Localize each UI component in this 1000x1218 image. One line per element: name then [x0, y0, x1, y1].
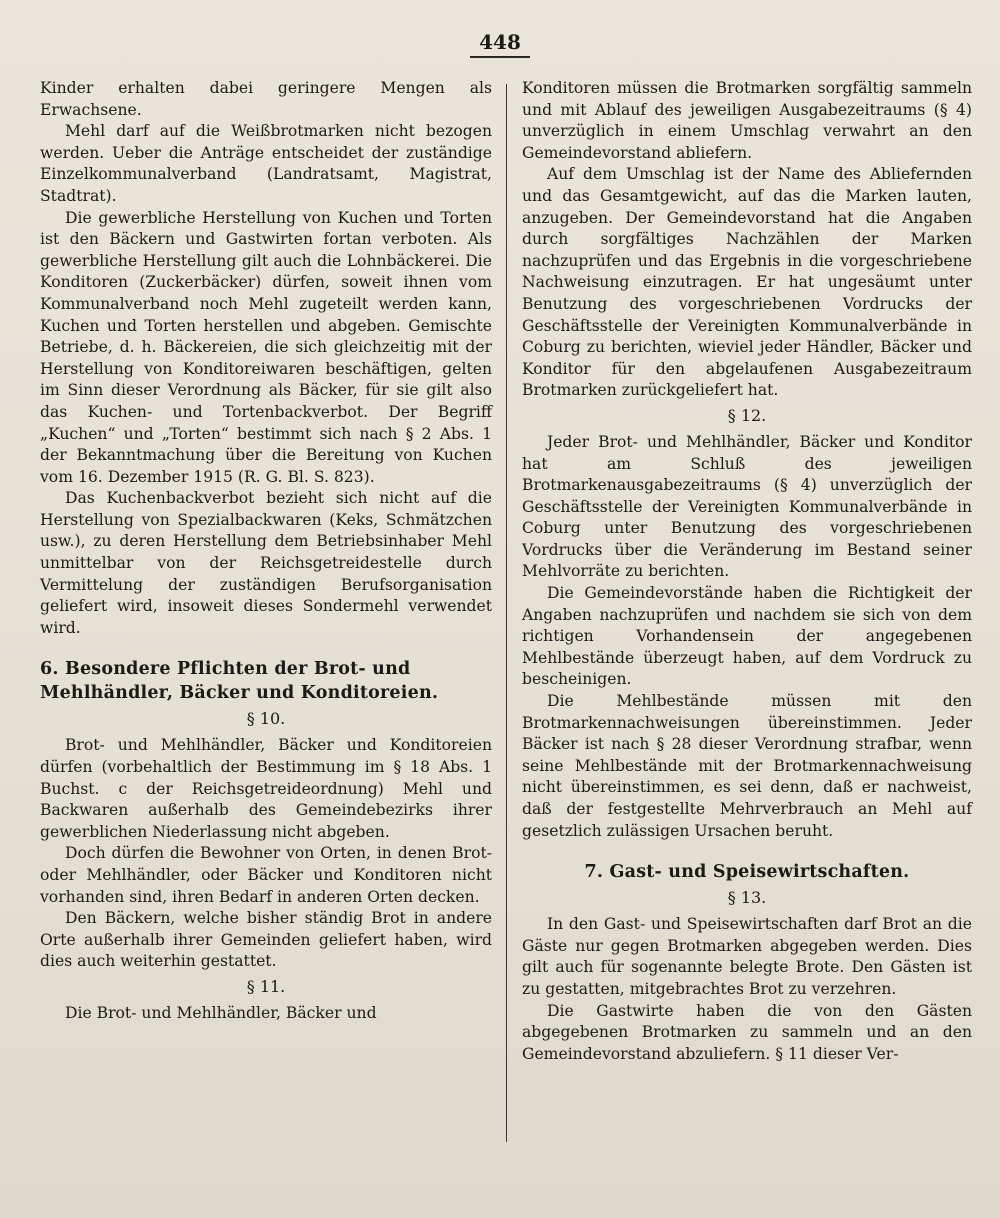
paragraph: Das Kuchenbackverbot bezieht sich nicht auf die Herstellung von Spezialbackwaren (Keks, Schmätzchen usw.), zu deren Herstellung dem Betriebsinhaber Mehl unmittelbar von der Reichsgetreidestelle durch Vermittelung der zuständigen Berufsorganisation geliefert wird, insoweit dieses Sondermehl verwendet wird. — [40, 489, 492, 637]
paragraph: Jeder Brot- und Mehlhändler, Bäcker und Konditor hat am Schluß des jeweiligen Brotmarkenausgabezeitraums (§ 4) unverzüglich der Geschäftsstelle der Vereinigten Kommunalverbände in Coburg unter Benutzung des vorgeschriebenen Vordrucks über die Veränderung im Bestand seiner Mehlvorräte zu berichten. — [522, 432, 972, 581]
column-divider — [506, 84, 507, 1142]
right-column — [522, 78, 972, 1065]
paragraph-number: § 11. — [246, 976, 286, 996]
paragraph: Auf dem Umschlag ist der Name des Abliefernden und das Gesamtgewicht, auf das die Marken lauten, anzugeben. Der Gemeindevorstand hat die Angaben durch sorgfältiges Nachzählen der Marken nachzuprüfen und das Ergebnis in die vorgeschriebene Nachweisung einzutragen. Er hat ungesäumt unter Benutzung des vorgeschriebenen Vordrucks der Geschäftsstelle der Vereinigten Kommunalverbände in Coburg zu berichten, wieviel jeder Händler, Bäcker und Konditor für den abgelaufenen Ausgabezeitraum Brotmarken zurückgeliefert hat. — [522, 165, 972, 400]
paragraph: Brot- und Mehlhändler, Bäcker und Konditoreien dürfen (vorbehaltlich der Bestimmung im § 18 Abs. 1 Buchst. c der Reichsgetreideordnung) Mehl und Backwaren außerhalb des Gemeindebezirks ihrer gewerblichen Niederlassung nicht abgeben. — [40, 736, 492, 841]
paragraph-number: § 13. — [727, 888, 767, 908]
section-heading: 6. Besondere Pflichten der Brot- und Mehlhändler, Bäcker und Konditoreien. — [40, 659, 439, 704]
paragraph: In den Gast- und Speisewirtschaften darf Brot an die Gäste nur gegen Brotmarken abgegeben werden. Dies gilt auch für sogenannte belegte Brote. Den Gästen ist zu gestatten, mitgebrachtes Brot zu verzehren. — [522, 915, 972, 998]
paragraph: Mehl darf auf die Weißbrotmarken nicht bezogen werden. Ueber die Anträge entscheidet der zuständige Einzelkommunalverband (Landratsamt, Magistrat, Stadtrat). — [40, 122, 492, 205]
left-column — [40, 78, 492, 1025]
section-heading: 7. Gast- und Speisewirtschaften. — [584, 862, 910, 883]
paragraph: Konditoren müssen die Brotmarken sorgfältig sammeln und mit Ablauf des jeweiligen Ausgabezeitraums (§ 4) unverzüglich in einem Umschlag verwahrt an den Gemeindevorstand abliefern. — [522, 79, 972, 162]
paragraph: Die Gastwirte haben die von den Gästen abgegebenen Brotmarken zu sammeln und an den Gemeindevorstand abzuliefern. § 11 dieser Ver- — [522, 1001, 972, 1063]
paragraph-number: § 12. — [727, 405, 767, 425]
paragraph: Den Bäckern, welche bisher ständig Brot in andere Orte außerhalb ihrer Gemeinden geliefert haben, wird dies auch weiterhin gestattet. — [40, 909, 492, 971]
paragraph: Die Mehlbestände müssen mit den Brotmarkennachweisungen übereinstimmen. Jeder Bäcker ist nach § 28 dieser Verordnung strafbar, wenn seine Mehlbestände mit der Brotmarkennachweisung nicht übereinstimmen, es sei denn, daß er nachweist, daß der festgestellte Mehrverbrauch an Mehl auf gesetzlich zulässigen Ursachen beruht. — [522, 692, 972, 840]
paragraph-number: § 10. — [246, 709, 286, 729]
paragraph: Doch dürfen die Bewohner von Orten, in denen Brot- oder Mehlhändler, oder Bäcker und Konditoren nicht vorhanden sind, ihren Bedarf in anderen Orten decken. — [40, 844, 492, 906]
paragraph: Die gewerbliche Herstellung von Kuchen und Torten ist den Bäckern und Gastwirten fortan verboten. Als gewerbliche Herstellung gilt auch die Lohnbäckerei. Die Konditoren (Zuckerbäcker) dürfen, soweit ihnen vom Kommunalverband noch Mehl zugeteilt werden kann, Kuchen und Torten herstellen und abgeben. Gemischte Betriebe, d. h. Bäckereien, die sich gleichzeitig mit der Herstellung von Konditoreiwaren beschäftigen, gelten im Sinn dieser Verordnung als Bäcker, für sie gilt also das Kuchen- und Tortenbackverbot. Der Begriff „Kuchen“ und „Torten“ bestimmt sich nach § 2 Abs. 1 der Bekanntmachung über die Bereitung von Kuchen vom 16. Dezember 1915 (R. G. Bl. S. 823). — [40, 208, 492, 486]
paragraph: Die Gemeindevorstände haben die Richtigkeit der Angaben nachzuprüfen und nachdem sie sich von dem richtigen Vorhandensein der angegebenen Mehlbestände überzeugt haben, auf dem Vordruck zu bescheinigen. — [522, 584, 972, 689]
paragraph: Die Brot- und Mehlhändler, Bäcker und — [64, 1003, 377, 1022]
page-number: 448 — [470, 30, 530, 58]
paragraph: Kinder erhalten dabei geringere Mengen als Erwachsene. — [40, 79, 492, 119]
